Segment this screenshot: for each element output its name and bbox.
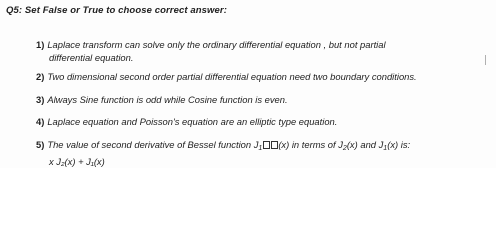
question-title: Q5: Set False or True to choose correct answer: bbox=[6, 5, 227, 16]
item-number: 5) bbox=[36, 139, 45, 150]
item-text-line1: Two dimensional second order partial differential equation need two boundary conditions. bbox=[47, 71, 417, 82]
item-text-line2: differential equation. bbox=[49, 51, 134, 63]
missing-glyph-box bbox=[263, 141, 270, 149]
question-item-5: 5) The value of second derivative of Bessel function $J_1$ (x) in terms of $J_2(x)$ and $J_1(x)$ is: x J₂(x) + J₁(x) bbox=[36, 139, 411, 167]
missing-glyph-box bbox=[271, 141, 278, 149]
item-number: 4) bbox=[36, 116, 45, 127]
item-text-line1a: The value of second derivative of Bessel function J bbox=[47, 139, 259, 150]
item-text-line1d: (x) is: bbox=[387, 139, 411, 150]
question-item-2 bbox=[36, 71, 417, 84]
question-item-1 bbox=[36, 39, 386, 64]
scrollbar-mark bbox=[485, 55, 486, 65]
item-text-line2: x J₂(x) + J₁(x) bbox=[49, 155, 105, 167]
question-item-3 bbox=[36, 94, 288, 107]
item-text-line1c: (x) and J bbox=[346, 139, 384, 150]
item-number: 3) bbox=[36, 94, 45, 105]
item-text-line1b: (x) in terms of J bbox=[278, 139, 343, 150]
question-item-4 bbox=[36, 116, 337, 129]
item-number: 1) bbox=[36, 39, 45, 50]
item-text-line1: Laplace equation and Poisson's equation are an elliptic type equation. bbox=[47, 116, 338, 127]
item-number: 2) bbox=[36, 71, 45, 82]
item-text-line1: Laplace transform can solve only the ordinary differential equation , but not partial bbox=[47, 39, 386, 50]
item-text-line1: Always Sine function is odd while Cosine function is even. bbox=[47, 94, 288, 105]
